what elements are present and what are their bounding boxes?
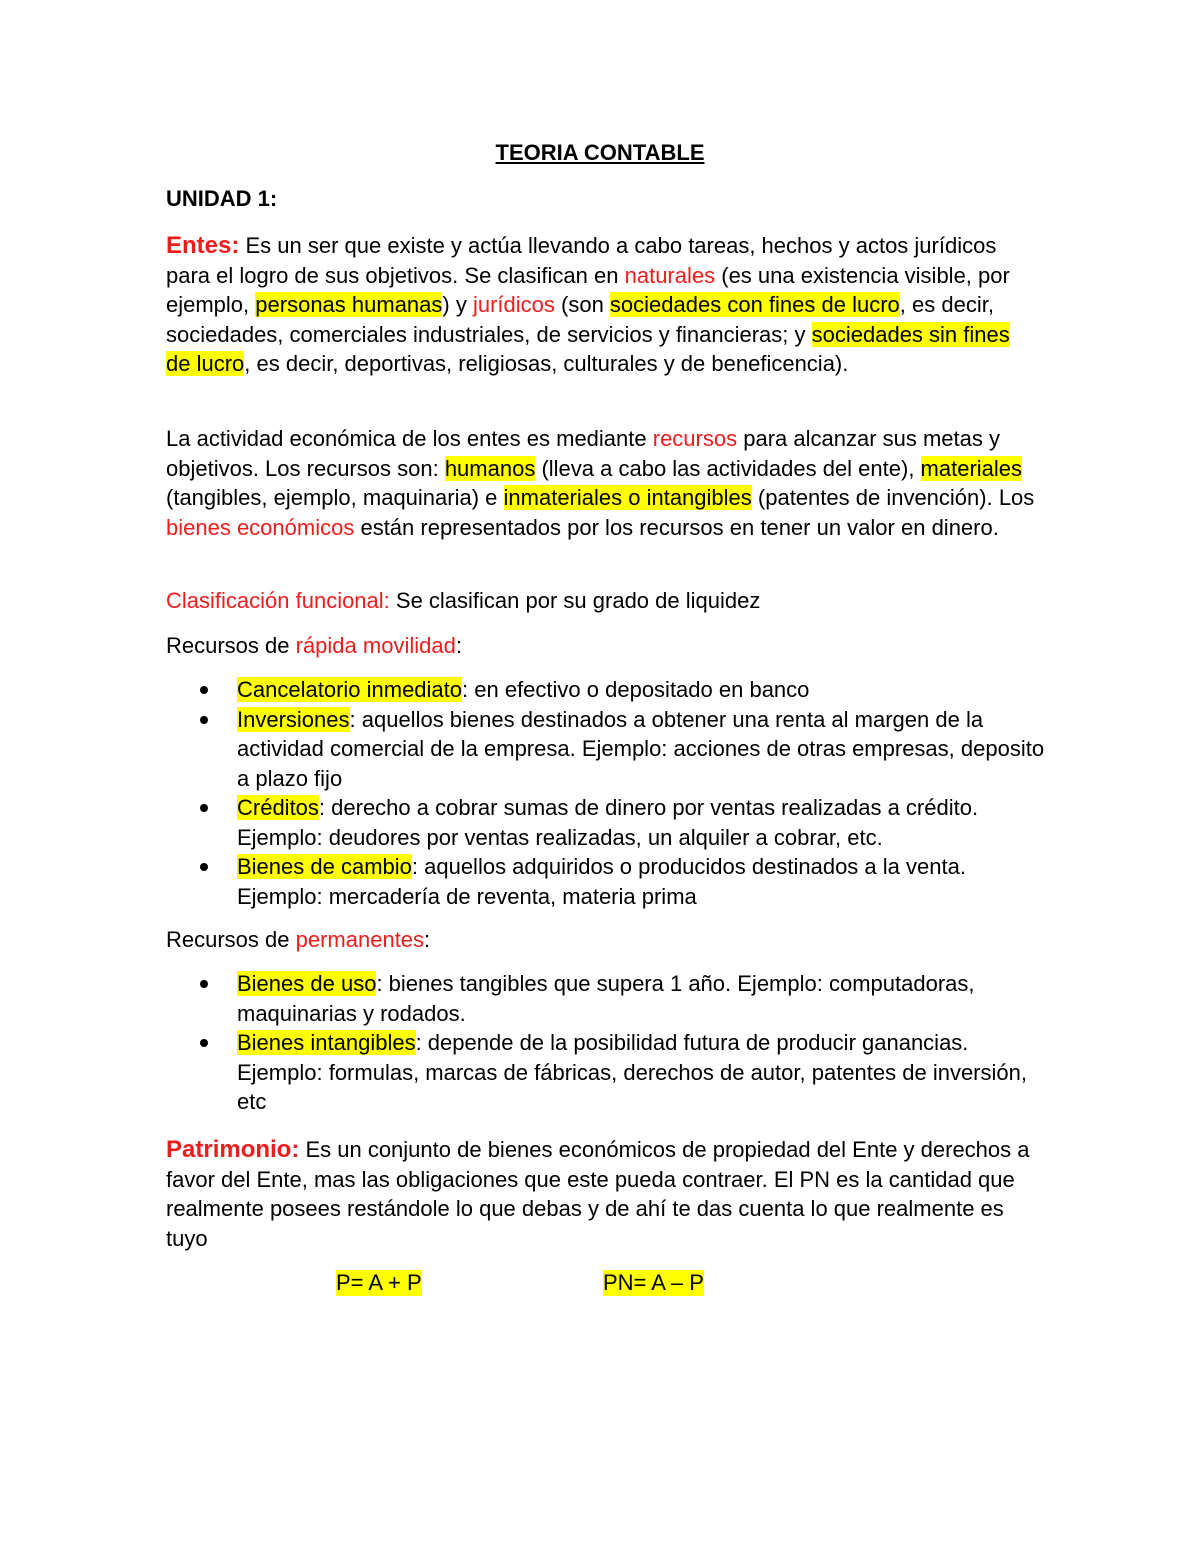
highlight-con-fines-de-lucro: sociedades con fines de lucro [609,292,900,317]
list-item: Bienes de uso: bienes tangibles que supera 1 año. Ejemplo: computadoras, maquinarias y rodados. [166,969,1046,1028]
paragraph-entes: Entes: Es un ser que existe y actúa llevando a cabo tareas, hechos y actos jurídicos para el logro de sus objetivos. Se clasifican en naturales (es una existencia visible, por ejemplo, personas humanas) y jurídicos (son sociedades con fines de lucro, es decir, sociedades, comerciales industriales, de servicios y financieras; y sociedades sin fines de lucro, es decir, deportivas, religiosas, culturales y de beneficencia). [166,232,1010,376]
paragraph-permanentes: Recursos de permanentes: [166,927,431,952]
keyword-naturales: naturales [624,262,716,288]
highlight-term: Bienes intangibles [237,1030,416,1055]
keyword-rapida-movilidad: rápida movilidad [295,633,456,658]
term-entes: Entes: [166,232,240,259]
bullet-icon [200,980,208,988]
paragraph-patrimonio: Patrimonio: Es un conjunto de bienes económicos de propiedad del Ente y derechos a favor del Ente, mas las obligaciones que este pueda contraer. El PN es la cantidad que realmente posees restándole lo que debas y de ahí te das cuenta lo que realmente es tuyo [166,1136,1030,1251]
highlight-materiales: materiales [920,455,1023,481]
highlight-term: Bienes de uso [237,971,377,996]
highlight-personas-humanas: personas humanas [255,292,443,317]
highlight-term: Bienes de cambio [237,854,412,879]
bullet-icon [200,1039,208,1047]
bullet-icon [200,716,208,724]
paragraph-clasificacion: Clasificación funcional: Se clasifican por su grado de liquidez [166,588,761,613]
list-permanentes [166,969,1046,1117]
unit-heading: UNIDAD 1: [166,186,278,211]
list-item: Créditos: derecho a cobrar sumas de dinero por ventas realizadas a crédito. Ejemplo: deudores por ventas realizadas, un alquiler a cobrar, etc. [166,793,1046,852]
keyword-juridicos: jurídicos [472,292,555,317]
highlight-term: Créditos [237,795,319,820]
paragraph-actividad: La actividad económica de los entes es mediante recursos para alcanzar sus metas y objetivos. Los recursos son: humanos (lleva a cabo las actividades del ente), materiales (tangibles, ejemplo, maquinaria) e inmateriales o intangibles (patentes de invención). Los bienes económicos están representados por los recursos en tener un valor en dinero. [166,426,1035,540]
bullet-icon [200,686,208,694]
list-item: Bienes de cambio: aquellos adquiridos o producidos destinados a la venta. Ejemplo: mercadería de reventa, materia prima [166,852,1046,911]
bullet-icon [200,863,208,871]
formula-patrimonio: P= A + P [336,1270,422,1295]
formula-patrimonio-neto: PN= A – P [603,1270,704,1295]
highlight-term: Cancelatorio inmediato [237,677,463,702]
document-title: TEORIA CONTABLE [495,140,705,165]
paragraph-rapida-movilidad: Recursos de rápida movilidad: [166,633,462,658]
list-item: Cancelatorio inmediato: en efectivo o depositado en banco [166,675,1046,705]
highlight-sin-fines-de-lucro: sociedades sin fines de lucro [166,321,1010,376]
highlight-humanos: humanos [444,455,536,481]
highlight-term: Inversiones [237,706,350,732]
highlight-inmateriales: inmateriales o intangibles [503,485,752,510]
keyword-bienes-economicos: bienes económicos [166,514,355,540]
bullet-icon [200,804,208,812]
list-rapida-movilidad [166,675,1046,911]
keyword-recursos: recursos [652,426,738,451]
keyword-clasificacion-funcional: Clasificación funcional: [166,588,390,613]
keyword-permanentes: permanentes [295,927,425,952]
list-item: Bienes intangibles: depende de la posibilidad futura de producir ganancias. Ejemplo: formulas, marcas de fábricas, derechos de autor, patentes de inversión, etc [166,1028,1046,1117]
term-patrimonio: Patrimonio: [166,1136,300,1163]
list-item: Inversiones: aquellos bienes destinados a obtener una renta al margen de la actividad comercial de la empresa. Ejemplo: acciones de otras empresas, deposito a plazo fijo [166,705,1046,794]
